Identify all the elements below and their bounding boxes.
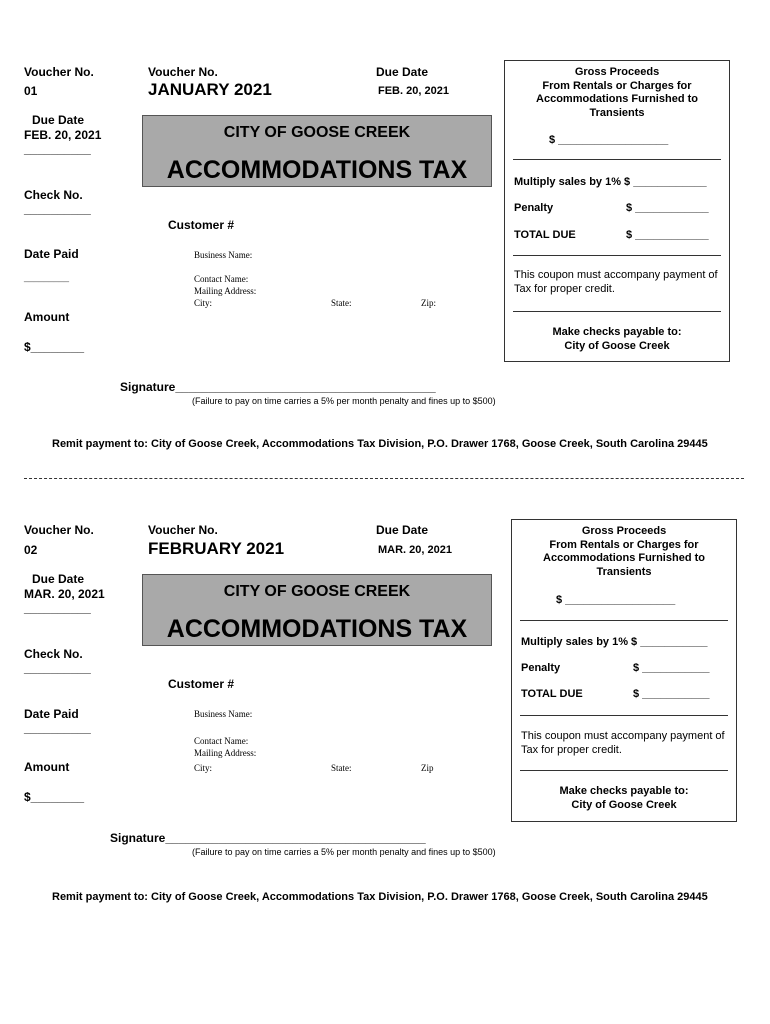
penalty-label: Penalty: [514, 202, 554, 214]
due-date-blank-line: __________: [24, 142, 91, 156]
amount-label: Amount: [24, 760, 70, 774]
due-date-label: Due Date: [376, 65, 429, 79]
box-divider: [513, 311, 721, 312]
due-date-value: MAR. 20, 2021: [378, 544, 452, 556]
box-divider: [513, 159, 721, 160]
total-due-line[interactable]: $ ___________: [633, 688, 710, 700]
box-title-2: From Rentals or Charges for: [549, 538, 699, 551]
total-due-line[interactable]: $ ____________: [626, 229, 709, 241]
cut-line: [24, 478, 744, 479]
voucher-no-label: Voucher No.: [24, 65, 94, 79]
banner-tax: ACCOMMODATIONS TAX: [166, 615, 468, 643]
total-due-label: TOTAL DUE: [514, 229, 576, 241]
voucher-no-label-2: Voucher No.: [148, 65, 218, 79]
customer-label: Customer #: [168, 218, 235, 232]
payable-to-label: Make checks payable to:: [552, 326, 682, 338]
city-label: City:: [194, 298, 213, 308]
box-title-3: Accommodations Furnished to: [536, 93, 698, 105]
business-name-label: Business Name:: [194, 250, 253, 260]
date-paid-label: Date Paid: [24, 707, 79, 721]
voucher-no-label: Voucher No.: [24, 523, 94, 537]
amount-line[interactable]: $________: [24, 340, 85, 354]
box-title-3: Accommodations Furnished to: [543, 552, 705, 564]
due-date-left-label: Due Date: [32, 113, 85, 127]
banner-tax: ACCOMMODATIONS TAX: [166, 156, 468, 184]
voucher-no-value: 02: [24, 543, 38, 557]
mailing-address-label: Mailing Address:: [194, 286, 257, 296]
contact-name-label: Contact Name:: [194, 736, 249, 746]
signature-line[interactable]: Signature_______________________________________: [110, 831, 426, 845]
voucher-month: FEBRUARY 2021: [148, 539, 285, 558]
failure-note: (Failure to pay on time carries a 5% per month penalty and fines up to $500): [192, 396, 496, 406]
date-paid-line[interactable]: __________: [24, 721, 91, 735]
box-title-4: Transients: [589, 106, 645, 119]
payable-to-value: City of Goose Creek: [571, 798, 677, 811]
failure-note: (Failure to pay on time carries a 5% per month penalty and fines up to $500): [192, 847, 496, 857]
due-date-label: Due Date: [376, 523, 429, 537]
box-title-1: Gross Proceeds: [581, 525, 667, 537]
due-date-blank-line: __________: [24, 601, 91, 615]
proceeds-box: [511, 519, 737, 822]
multiply-line[interactable]: Multiply sales by 1% $ ____________: [514, 176, 707, 188]
proceeds-box: [504, 60, 730, 362]
state-label: State:: [331, 298, 352, 308]
banner-city: CITY OF GOOSE CREEK: [223, 583, 411, 600]
tax-banner: [142, 574, 492, 646]
voucher-month: JANUARY 2021: [148, 80, 272, 99]
signature-line[interactable]: Signature_______________________________________: [120, 380, 436, 394]
gross-proceeds-line[interactable]: $ __________________: [549, 134, 669, 146]
due-date-left-value: MAR. 20, 2021: [24, 587, 105, 601]
due-date-left-value: FEB. 20, 2021: [24, 128, 102, 142]
state-label: State:: [331, 763, 352, 773]
amount-label: Amount: [24, 310, 70, 324]
coupon-note: This coupon must accompany payment of Tax for proper credit.: [521, 730, 725, 756]
zip-label: Zip:: [421, 298, 436, 308]
box-divider: [520, 770, 728, 771]
check-no-line[interactable]: __________: [24, 661, 91, 675]
check-no-line[interactable]: __________: [24, 202, 91, 216]
voucher-no-value: 01: [24, 84, 38, 98]
gross-proceeds-line[interactable]: $ __________________: [556, 594, 676, 606]
coupon-note: This coupon must accompany payment of Tax for proper credit.: [514, 269, 718, 295]
box-divider: [513, 255, 721, 256]
box-divider: [520, 620, 728, 621]
contact-name-label: Contact Name:: [194, 274, 249, 284]
date-paid-label: Date Paid: [24, 247, 79, 261]
box-title-4: Transients: [596, 565, 652, 578]
box-title-2: From Rentals or Charges for: [542, 79, 692, 92]
penalty-line[interactable]: $ ____________: [626, 202, 709, 214]
penalty-label: Penalty: [521, 662, 561, 674]
due-date-value: FEB. 20, 2021: [378, 85, 449, 97]
total-due-label: TOTAL DUE: [521, 688, 583, 700]
check-no-label: Check No.: [24, 188, 83, 202]
mailing-address-label: Mailing Address:: [194, 748, 257, 758]
zip-label: Zip: [421, 763, 434, 773]
payable-to-label: Make checks payable to:: [559, 785, 689, 797]
check-no-label: Check No.: [24, 647, 83, 661]
remit-address: Remit payment to: City of Goose Creek, Accommodations Tax Division, P.O. Drawer 1768, Goose Creek, South Carolina 29445: [52, 891, 708, 903]
due-date-left-label: Due Date: [32, 572, 85, 586]
tax-banner: [142, 115, 492, 187]
date-paid-line[interactable]: _________: [24, 272, 70, 282]
payable-to-value: City of Goose Creek: [564, 339, 670, 352]
city-label: City:: [194, 763, 213, 773]
remit-address: Remit payment to: City of Goose Creek, Accommodations Tax Division, P.O. Drawer 1768, Goose Creek, South Carolina 29445: [52, 438, 708, 450]
box-title-1: Gross Proceeds: [574, 66, 660, 78]
box-divider: [520, 715, 728, 716]
business-name-label: Business Name:: [194, 709, 253, 719]
multiply-line[interactable]: Multiply sales by 1% $ ___________: [521, 636, 708, 648]
voucher-no-label-2: Voucher No.: [148, 523, 218, 537]
amount-line[interactable]: $________: [24, 790, 85, 804]
banner-city: CITY OF GOOSE CREEK: [223, 124, 411, 141]
penalty-line[interactable]: $ ___________: [633, 662, 710, 674]
customer-label: Customer #: [168, 677, 235, 691]
